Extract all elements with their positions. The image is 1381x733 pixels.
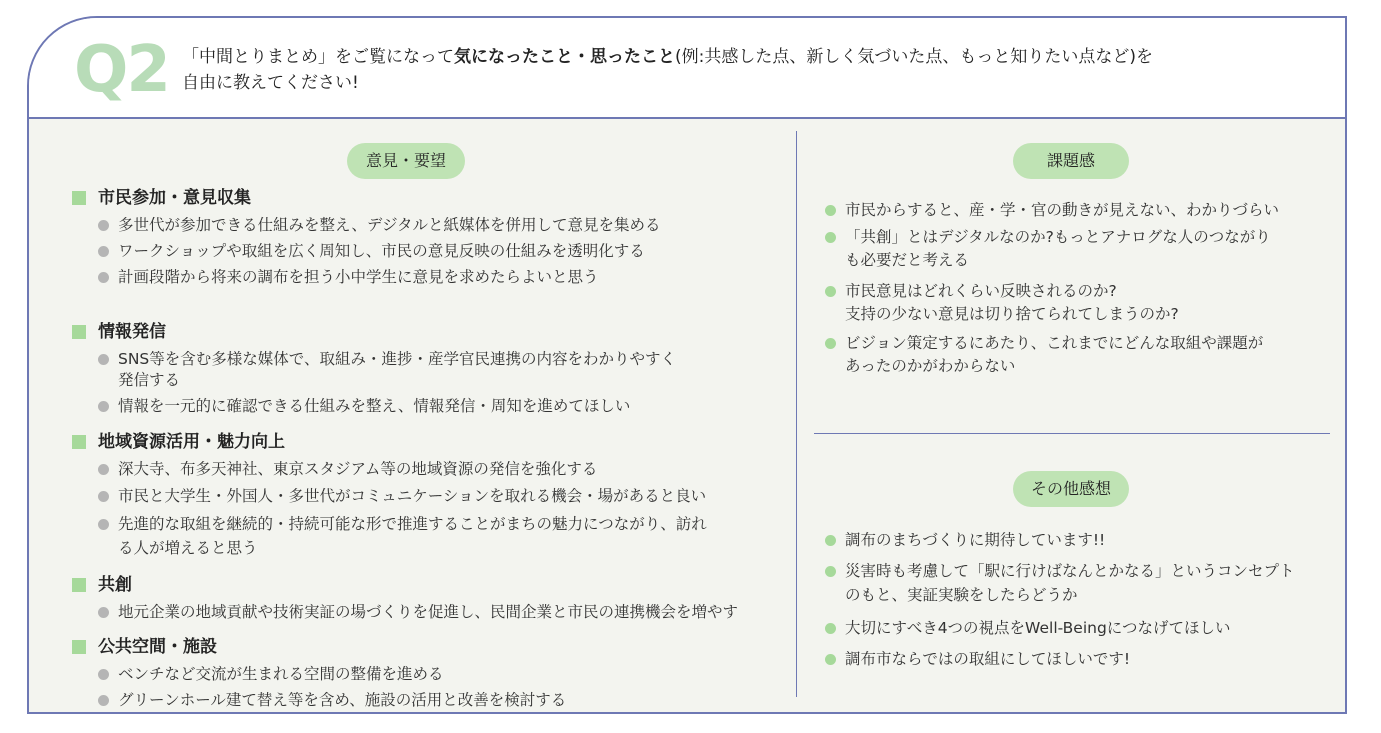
square-bullet-icon bbox=[72, 578, 86, 592]
bullet-dot-icon bbox=[825, 654, 836, 665]
category-title: 市民参加・意見収集 bbox=[98, 188, 251, 208]
bullet-dot-icon bbox=[825, 205, 836, 216]
question-text-part1: 「中間とりまとめ」をご覧になって bbox=[182, 47, 454, 67]
square-bullet-icon bbox=[72, 435, 86, 449]
bullet-dot-icon bbox=[98, 401, 109, 412]
list-item: ビジョン策定するにあたり、これまでにどんな取組や課題が あったのかがわからない bbox=[825, 333, 1263, 377]
horizontal-divider bbox=[814, 433, 1330, 434]
bullet-dot-icon bbox=[825, 623, 836, 634]
list-item: グリーンホール建て替え等を含め、施設の活用と改善を検討する bbox=[98, 690, 566, 711]
bullet-dot-icon bbox=[98, 669, 109, 680]
category-title: 共創 bbox=[98, 575, 132, 595]
bullet-dot-icon bbox=[98, 491, 109, 502]
list-item: 災害時も考慮して「駅に行けばなんとかなる」というコンセプト のもと、実証実験をしたらどうか bbox=[825, 561, 1295, 606]
list-item: 多世代が参加できる仕組みを整え、デジタルと紙媒体を併用して意見を集める bbox=[98, 215, 661, 236]
list-item: 市民と大学生・外国人・多世代がコミュニケーションを取れる機会・場があると良い bbox=[98, 486, 706, 507]
category-co-creation bbox=[72, 573, 132, 597]
list-item: 「共創」とはデジタルなのか?もっとアナログな人のつながり も必要だと考える bbox=[825, 227, 1271, 271]
list-item: 市民意見はどれくらい反映されるのか? 支持の少ない意見は切り捨てられてしまうのか? bbox=[825, 281, 1179, 325]
pill-issues: 課題感 bbox=[1013, 143, 1129, 179]
question-text-part2: (例:共感した点、新しく気づいた点、もっと知りたい点など)を bbox=[675, 47, 1153, 67]
list-item: ワークショップや取組を広く周知し、市民の意見反映の仕組みを透明化する bbox=[98, 241, 645, 262]
question-text-line2: 自由に教えてください! bbox=[182, 73, 359, 93]
list-item: ベンチなど交流が生まれる空間の整備を進める bbox=[98, 664, 444, 685]
bullet-dot-icon bbox=[825, 286, 836, 297]
list-item: 深大寺、布多天神社、東京スタジアム等の地域資源の発信を強化する bbox=[98, 459, 597, 480]
question-text-bold: 気になったこと・思ったこと bbox=[454, 47, 675, 67]
category-title: 地域資源活用・魅力向上 bbox=[98, 432, 285, 452]
category-title: 公共空間・施設 bbox=[98, 637, 217, 657]
bullet-dot-icon bbox=[98, 695, 109, 706]
list-item: 市民からすると、産・学・官の動きが見えない、わかりづらい bbox=[825, 200, 1279, 221]
square-bullet-icon bbox=[72, 640, 86, 654]
question-number: Q2 bbox=[74, 33, 169, 107]
bullet-dot-icon bbox=[825, 338, 836, 349]
vertical-divider bbox=[796, 131, 797, 697]
list-item: 先進的な取組を継続的・持続可能な形で推進することがまちの魅力につながり、訪れ る人が増えると思う bbox=[98, 514, 707, 559]
pill-opinions: 意見・要望 bbox=[347, 143, 465, 179]
bullet-dot-icon bbox=[98, 220, 109, 231]
list-item: SNS等を含む多様な媒体で、取組み・進捗・産学官民連携の内容をわかりやすく 発信する bbox=[98, 349, 676, 391]
bullet-dot-icon bbox=[98, 246, 109, 257]
category-citizen-participation bbox=[72, 186, 251, 210]
bullet-dot-icon bbox=[98, 607, 109, 618]
list-item: 情報を一元的に確認できる仕組みを整え、情報発信・周知を進めてほしい bbox=[98, 396, 630, 417]
question-card bbox=[27, 16, 1347, 714]
category-local-resources bbox=[72, 430, 285, 454]
question-text bbox=[182, 44, 1322, 96]
list-item: 調布のまちづくりに期待しています!! bbox=[825, 530, 1105, 551]
list-item: 大切にすべき4つの視点をWell-Beingにつなげてほしい bbox=[825, 618, 1231, 639]
list-item: 計画段階から将来の調布を担う小中学生に意見を求めたらよいと思う bbox=[98, 267, 599, 288]
answers-panel bbox=[29, 119, 1345, 714]
bullet-dot-icon bbox=[98, 519, 109, 530]
square-bullet-icon bbox=[72, 325, 86, 339]
bullet-dot-icon bbox=[98, 464, 109, 475]
pill-other-impressions: その他感想 bbox=[1013, 471, 1129, 507]
bullet-dot-icon bbox=[98, 354, 109, 365]
category-title: 情報発信 bbox=[98, 322, 166, 342]
bullet-dot-icon bbox=[825, 535, 836, 546]
list-item: 調布市ならではの取組にしてほしいです! bbox=[825, 649, 1130, 670]
bullet-dot-icon bbox=[825, 566, 836, 577]
bullet-dot-icon bbox=[98, 272, 109, 283]
question-header bbox=[29, 18, 1345, 119]
category-information bbox=[72, 320, 166, 344]
square-bullet-icon bbox=[72, 191, 86, 205]
bullet-dot-icon bbox=[825, 232, 836, 243]
category-public-space bbox=[72, 635, 217, 659]
list-item: 地元企業の地域貢献や技術実証の場づくりを促進し、民間企業と市民の連携機会を増やす bbox=[98, 602, 738, 623]
